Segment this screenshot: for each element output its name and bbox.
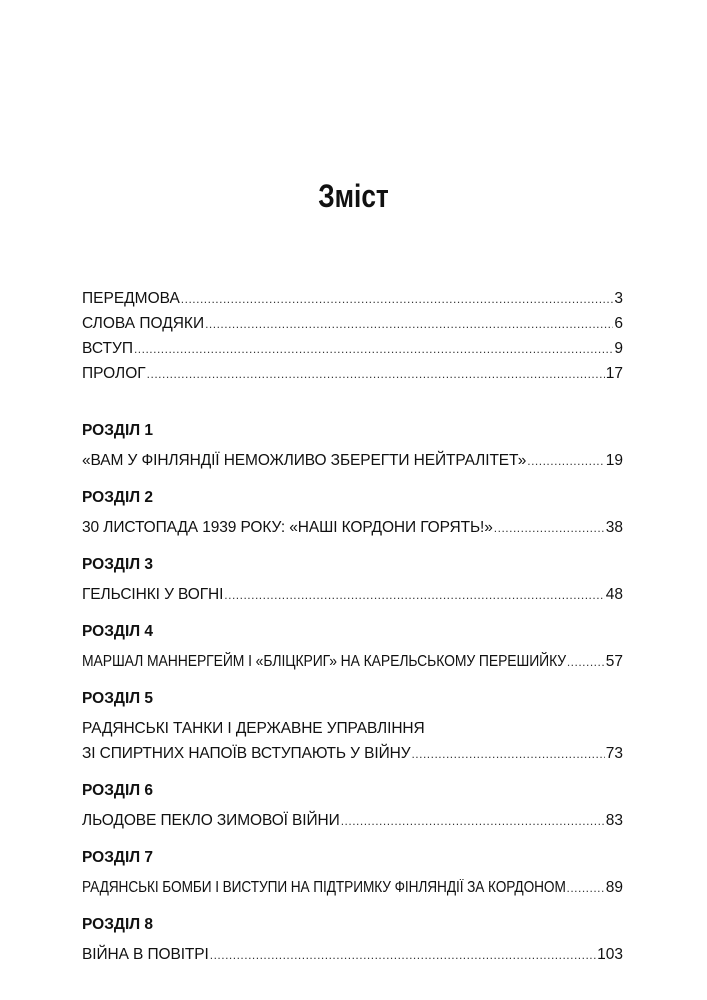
- toc-entry-title: ЗІ СПИРТНИХ НАПОЇВ ВСТУПАЮТЬ У ВІЙНУ: [82, 745, 411, 762]
- dot-leader: [567, 650, 605, 675]
- chapter-6: [82, 780, 623, 833]
- toc-entry-title: ГЕЛЬСІНКІ У ВОГНІ: [82, 586, 224, 603]
- toc-entry-chapter-5-line-1[interactable]: [82, 716, 623, 741]
- toc-entry-page: 48: [605, 586, 623, 603]
- toc-entry-page: 6: [614, 315, 623, 332]
- dot-leader: [205, 312, 613, 337]
- toc-entry-page: 3: [614, 290, 623, 307]
- toc-entry-title: РАДЯНСЬКІ БОМБИ І ВИСТУПИ НА ПІДТРИМКУ ФІНЛЯНДІЇ ЗА КОРДОНОМ: [82, 879, 566, 896]
- chapter-3: [82, 554, 623, 607]
- toc-entry-page: 19: [605, 452, 623, 469]
- toc-entry-title: 30 ЛИСТОПАДА 1939 РОКУ: «НАШІ КОРДОНИ ГОРЯТЬ!»: [82, 519, 493, 536]
- toc-entry-title: ВСТУП: [82, 340, 133, 357]
- toc-entry-introduction[interactable]: [82, 336, 623, 361]
- toc-entry-chapter-3[interactable]: [82, 582, 623, 607]
- toc-entry-title: ПРОЛОГ: [82, 365, 146, 382]
- toc-entry-page: 73: [605, 745, 623, 762]
- dot-leader: [134, 337, 613, 362]
- toc-entry-chapter-6[interactable]: [82, 808, 623, 833]
- toc-entry-title: ВІЙНА В ПОВІТРІ: [82, 946, 209, 963]
- chapter-label: РОЗДІЛ 4: [82, 623, 154, 640]
- toc-entry-chapter-2[interactable]: [82, 515, 623, 540]
- toc-entry-chapter-8[interactable]: [82, 942, 623, 967]
- chapter-label: РОЗДІЛ 2: [82, 489, 154, 506]
- chapter-4: [82, 621, 623, 674]
- toc-entry-page: 17: [605, 365, 623, 382]
- dot-leader: [567, 876, 605, 901]
- toc-entry-page: 57: [605, 653, 623, 670]
- chapter-7: [82, 847, 623, 900]
- toc-entry-chapter-7[interactable]: [82, 875, 623, 900]
- toc-entry-title: СЛОВА ПОДЯКИ: [82, 315, 205, 332]
- front-matter-list: [82, 286, 623, 386]
- toc-entry-page: 89: [605, 879, 623, 896]
- chapter-label: РОЗДІЛ 3: [82, 556, 154, 573]
- toc-entry-title: ЛЬОДОВЕ ПЕКЛО ЗИМОВОЇ ВІЙНИ: [82, 812, 340, 829]
- toc-entry-acknowledgements[interactable]: [82, 311, 623, 336]
- toc-entry-preface[interactable]: [82, 286, 623, 311]
- toc-entry-page: 38: [605, 519, 623, 536]
- dot-leader: [494, 516, 605, 541]
- toc-entry-page: 103: [597, 946, 623, 963]
- chapter-5: [82, 688, 623, 766]
- chapter-8: [82, 914, 623, 967]
- chapter-label: РОЗДІЛ 7: [82, 849, 154, 866]
- toc-entry-title: «ВАМ У ФІНЛЯНДІЇ НЕМОЖЛИВО ЗБЕРЕГТИ НЕЙТРАЛІТЕТ»: [82, 452, 527, 469]
- toc-entry-chapter-4[interactable]: [82, 649, 623, 674]
- dot-leader: [527, 449, 604, 474]
- chapter-1: [82, 420, 623, 473]
- toc-entry-page: 9: [614, 340, 623, 357]
- dot-leader: [224, 583, 604, 608]
- chapter-label: РОЗДІЛ 8: [82, 916, 154, 933]
- toc-entry-page: 83: [605, 812, 623, 829]
- table-of-contents: [82, 286, 623, 981]
- dot-leader: [210, 943, 596, 968]
- toc-entry-chapter-5[interactable]: [82, 741, 623, 766]
- toc-entry-title: ПЕРЕДМОВА: [82, 290, 180, 307]
- toc-entry-prologue[interactable]: [82, 361, 623, 386]
- chapter-label: РОЗДІЛ 6: [82, 782, 154, 799]
- chapter-label: РОЗДІЛ 5: [82, 690, 154, 707]
- dot-leader: [147, 362, 605, 387]
- dot-leader: [181, 287, 614, 312]
- dot-leader: [341, 809, 605, 834]
- chapter-2: [82, 487, 623, 540]
- toc-entry-title-line-1: РАДЯНСЬКІ ТАНКИ І ДЕРЖАВНЕ УПРАВЛІННЯ: [82, 720, 425, 737]
- chapter-label: РОЗДІЛ 1: [82, 422, 154, 439]
- page-title: Зміст: [318, 178, 389, 214]
- dot-leader: [411, 742, 604, 767]
- toc-entry-title: МАРШАЛ МАННЕРГЕЙМ І «БЛІЦКРИГ» НА КАРЕЛЬСЬКОМУ ПЕРЕШИЙКУ: [82, 653, 567, 670]
- toc-entry-chapter-1[interactable]: [82, 448, 623, 473]
